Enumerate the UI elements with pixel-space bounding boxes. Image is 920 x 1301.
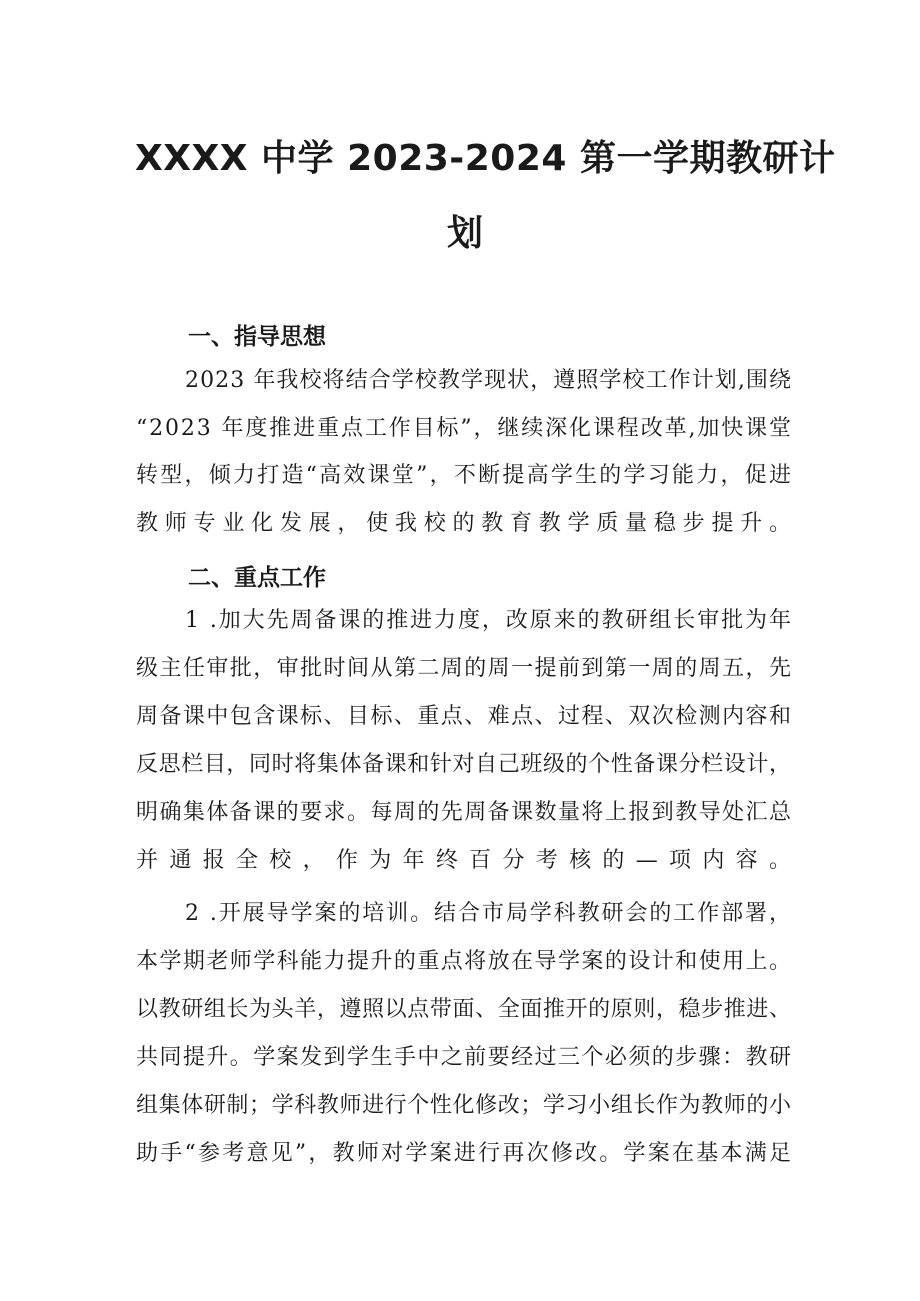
item1-line-5: 明确集体备课的要求。每周的先周备课数量将上报到教导处汇总 [136,800,793,825]
section1-heading: 一、指导思想 [188,324,326,350]
item2-line-5: 组集体研制；学科教师进行个性化修改；学习小组长作为教师的小 [136,1093,792,1118]
section1-line-3: 转型，倾力打造“高效课堂”，不断提高学生的学习能力，促进 [136,463,794,488]
document-title-line2: 划 [446,213,483,254]
section1-line-1: 2023 年我校将结合学校教学现状，遵照学校工作计划,围绕 [185,368,793,393]
item1-line-3: 周备课中包含课标、目标、重点、难点、过程、双次检测内容和 [136,704,793,729]
item2-line-2: 本学期老师学科能力提升的重点将放在导学案的设计和使用上。 [136,949,793,974]
item1-line-2: 级主任审批，审批时间从第二周的周一提前到第一周的周五，先 [136,656,793,681]
item1-line-6: 并通报全校，作为年终百分考核的—项内容。 [136,848,803,873]
item1-line-1: 1 .加大先周备课的推进力度，改原来的教研组长审批为年 [185,608,793,633]
item2-line-3: 以教研组长为头羊，遵照以点带面、全面推开的原则，稳步推进、 [136,997,792,1022]
section2-heading: 二、重点工作 [188,565,326,591]
section1-line-4: 教师专业化发展，使我校的教育教学质量稳步提升。 [136,511,798,536]
item2-line-6: 助手“参考意见”，教师对学案进行再次修改。学案在基本满足 [136,1141,794,1166]
section1-line-2: “2023 年度推进重点工作目标”，继续深化课程改革,加快课堂 [136,416,793,441]
item1-line-4: 反思栏目，同时将集体备课和针对自己班级的个性备课分栏设计， [136,752,792,777]
document-title-line1: XXXX 中学 2023-2024 第一学期教研计 [135,138,836,179]
item2-line-4: 共同提升。学案发到学生手中之前要经过三个必须的步骤：教研 [136,1045,793,1070]
item2-line-1: 2 .开展导学案的培训。结合市局学科教研会的工作部署， [185,901,793,926]
